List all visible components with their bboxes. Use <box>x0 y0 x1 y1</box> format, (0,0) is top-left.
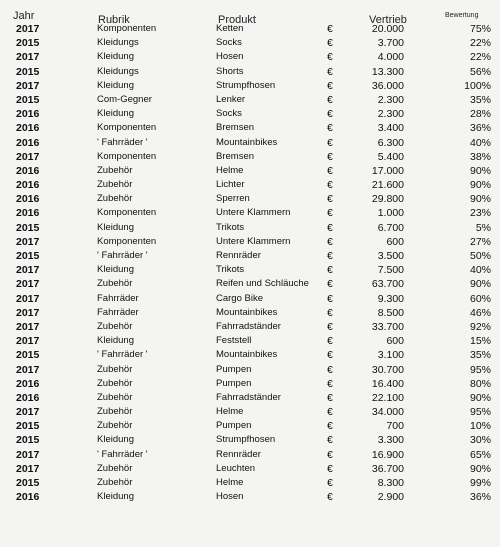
cell-produkt: Untere Klammern <box>216 235 291 247</box>
cell-jahr: 2016 <box>16 491 40 504</box>
cell-currency: € <box>327 93 333 106</box>
table-row <box>0 178 500 192</box>
cell-currency: € <box>327 179 333 192</box>
cell-rubrik: Komponenten <box>97 122 157 134</box>
cell-jahr: 2016 <box>16 108 40 121</box>
cell-produkt: Trikots <box>216 221 245 233</box>
cell-produkt: Socks <box>216 37 242 49</box>
cell-bewertung: 22% <box>469 37 491 50</box>
cell-produkt: Leuchten <box>216 462 256 474</box>
cell-produkt: Pumpen <box>216 420 252 432</box>
cell-currency: € <box>327 264 333 277</box>
table-row <box>0 65 500 79</box>
cell-jahr: 2015 <box>16 93 40 106</box>
cell-currency: € <box>327 448 333 461</box>
cell-currency: € <box>327 164 333 177</box>
cell-bewertung: 90% <box>469 164 491 177</box>
cell-produkt: Socks <box>216 108 242 120</box>
cell-bewertung: 28% <box>469 108 491 121</box>
cell-produkt: Bremsen <box>216 122 255 134</box>
cell-bewertung: 23% <box>469 207 491 220</box>
cell-currency: € <box>327 491 333 504</box>
cell-vertrieb: 13.300 <box>371 65 404 78</box>
table-row <box>0 36 500 50</box>
cell-jahr: 2015 <box>16 221 40 234</box>
cell-produkt: Untere Klammern <box>216 207 291 219</box>
cell-vertrieb: 33.700 <box>371 320 404 333</box>
cell-produkt: Lenker <box>216 93 246 105</box>
table-row <box>0 405 500 419</box>
cell-vertrieb: 6.700 <box>377 221 404 234</box>
cell-produkt: Sperren <box>216 193 250 205</box>
cell-vertrieb: 7.500 <box>377 264 404 277</box>
cell-vertrieb: 22.100 <box>371 391 404 404</box>
cell-currency: € <box>327 391 333 404</box>
cell-jahr: 2017 <box>16 278 40 291</box>
cell-vertrieb: 3.400 <box>377 122 404 135</box>
table-row <box>0 206 500 220</box>
cell-jahr: 2015 <box>16 349 40 362</box>
cell-jahr: 2017 <box>16 406 40 419</box>
cell-rubrik: ' Fahrräder ' <box>97 448 148 460</box>
cell-jahr: 2017 <box>16 51 40 64</box>
cell-vertrieb: 600 <box>386 335 404 348</box>
cell-rubrik: Zubehör <box>97 420 133 432</box>
cell-vertrieb: 2.300 <box>377 93 404 106</box>
cell-produkt: Ketten <box>216 23 244 34</box>
cell-produkt: Hosen <box>216 51 244 63</box>
header-produkt: Produkt <box>218 14 256 26</box>
cell-vertrieb: 3.100 <box>377 349 404 362</box>
table-row <box>0 448 500 462</box>
cell-rubrik: Kleidung <box>97 434 134 446</box>
header-rubrik: Rubrik <box>98 14 130 26</box>
cell-jahr: 2017 <box>16 150 40 163</box>
cell-vertrieb: 17.000 <box>371 164 404 177</box>
table-row <box>0 136 500 150</box>
cell-rubrik: ' Fahrräder ' <box>97 136 148 148</box>
cell-produkt: Fahrradständer <box>216 391 281 403</box>
cell-bewertung: 99% <box>469 477 491 489</box>
cell-jahr: 2016 <box>16 377 40 390</box>
cell-bewertung: 80% <box>469 377 491 390</box>
cell-jahr: 2015 <box>16 37 40 50</box>
cell-currency: € <box>327 349 333 362</box>
table-row <box>0 377 500 391</box>
cell-bewertung: 10% <box>469 420 491 433</box>
header-vertrieb: Vertrieb <box>369 14 407 26</box>
table-row <box>0 419 500 433</box>
cell-produkt: Reifen und Schläuche <box>216 278 309 290</box>
cell-currency: € <box>327 37 333 50</box>
cell-produkt: Pumpen <box>216 363 252 375</box>
cell-produkt: Helme <box>216 477 244 488</box>
table-row <box>0 263 500 277</box>
cell-vertrieb: 8.300 <box>377 477 404 489</box>
cell-bewertung: 27% <box>469 235 491 248</box>
cell-bewertung: 65% <box>469 448 491 461</box>
cell-bewertung: 95% <box>469 363 491 376</box>
table-row <box>0 462 500 476</box>
cell-vertrieb: 29.800 <box>371 193 404 206</box>
table-row <box>0 277 500 291</box>
table-row <box>0 93 500 107</box>
table-row <box>0 79 500 93</box>
cell-jahr: 2015 <box>16 65 40 78</box>
cell-vertrieb: 20.000 <box>371 23 404 35</box>
cell-rubrik: Fahrräder <box>97 292 139 304</box>
cell-currency: € <box>327 136 333 149</box>
cell-rubrik: Zubehör <box>97 179 133 191</box>
cell-produkt: Bremsen <box>216 150 255 162</box>
cell-rubrik: Komponenten <box>97 207 157 219</box>
cell-bewertung: 5% <box>475 221 491 234</box>
cell-rubrik: Komponenten <box>97 150 157 162</box>
cell-produkt: Mountainbikes <box>216 306 278 318</box>
cell-bewertung: 90% <box>469 179 491 192</box>
cell-produkt: Rennräder <box>216 250 261 261</box>
cell-vertrieb: 5.400 <box>377 150 404 163</box>
cell-currency: € <box>327 306 333 319</box>
cell-vertrieb: 700 <box>386 420 404 433</box>
cell-jahr: 2016 <box>16 136 40 149</box>
cell-vertrieb: 6.300 <box>377 136 404 149</box>
cell-rubrik: Zubehör <box>97 320 133 332</box>
cell-currency: € <box>327 477 333 489</box>
cell-rubrik: ' Fahrräder ' <box>97 349 148 361</box>
cell-jahr: 2016 <box>16 193 40 206</box>
cell-currency: € <box>327 23 333 35</box>
cell-rubrik: Zubehör <box>97 164 133 176</box>
cell-jahr: 2016 <box>16 164 40 177</box>
table-row <box>0 476 500 490</box>
cell-bewertung: 90% <box>469 391 491 404</box>
cell-bewertung: 92% <box>469 320 491 333</box>
cell-bewertung: 90% <box>469 193 491 206</box>
cell-rubrik: Komponenten <box>97 235 157 247</box>
cell-rubrik: Zubehör <box>97 278 133 290</box>
cell-produkt: Shorts <box>216 65 244 77</box>
cell-jahr: 2016 <box>16 207 40 220</box>
cell-rubrik: ' Fahrräder ' <box>97 250 148 261</box>
cell-rubrik: Fahrräder <box>97 306 139 318</box>
cell-bewertung: 36% <box>469 491 491 504</box>
cell-bewertung: 35% <box>469 93 491 106</box>
cell-bewertung: 90% <box>469 462 491 475</box>
table-row <box>0 121 500 135</box>
cell-vertrieb: 34.000 <box>371 406 404 419</box>
cell-currency: € <box>327 420 333 433</box>
cell-bewertung: 35% <box>469 349 491 362</box>
cell-vertrieb: 2.300 <box>377 108 404 121</box>
table-row <box>0 107 500 121</box>
table-row <box>0 363 500 377</box>
cell-rubrik: Zubehör <box>97 477 133 488</box>
table-row <box>0 150 500 164</box>
table-row <box>0 192 500 206</box>
table-row <box>0 334 500 348</box>
table-row <box>0 164 500 178</box>
table-row <box>0 22 500 36</box>
cell-bewertung: 30% <box>469 434 491 447</box>
cell-rubrik: Kleidung <box>97 79 134 91</box>
cell-bewertung: 56% <box>469 65 491 78</box>
cell-currency: € <box>327 51 333 64</box>
cell-jahr: 2016 <box>16 391 40 404</box>
table-row <box>0 433 500 447</box>
cell-bewertung: 15% <box>469 335 491 348</box>
table-body <box>0 22 500 504</box>
cell-produkt: Hosen <box>216 491 244 503</box>
cell-rubrik: Kleidung <box>97 108 134 120</box>
cell-currency: € <box>327 320 333 333</box>
cell-bewertung: 90% <box>469 278 491 291</box>
cell-produkt: Trikots <box>216 264 245 276</box>
cell-produkt: Fahrradständer <box>216 320 281 332</box>
cell-rubrik: Com-Gegner <box>97 93 152 105</box>
cell-produkt: Rennräder <box>216 448 261 460</box>
cell-currency: € <box>327 462 333 475</box>
cell-currency: € <box>327 221 333 234</box>
cell-vertrieb: 3.500 <box>377 250 404 262</box>
cell-currency: € <box>327 108 333 121</box>
cell-jahr: 2015 <box>16 250 40 262</box>
cell-rubrik: Zubehör <box>97 462 133 474</box>
cell-bewertung: 75% <box>469 23 491 35</box>
cell-rubrik: Kleidung <box>97 51 134 63</box>
cell-vertrieb: 2.900 <box>377 491 404 504</box>
cell-bewertung: 40% <box>469 264 491 277</box>
cell-bewertung: 36% <box>469 122 491 135</box>
cell-jahr: 2017 <box>16 264 40 277</box>
cell-currency: € <box>327 434 333 447</box>
table-row <box>0 490 500 504</box>
header-bewertung: Bewertung <box>445 12 479 19</box>
cell-currency: € <box>327 122 333 135</box>
cell-rubrik: Zubehör <box>97 363 133 375</box>
cell-vertrieb: 21.600 <box>371 179 404 192</box>
table-row <box>0 221 500 235</box>
cell-vertrieb: 3.300 <box>377 434 404 447</box>
cell-produkt: Cargo Bike <box>216 292 263 304</box>
cell-rubrik: Kleidung <box>97 335 134 347</box>
cell-rubrik: Kleidungs <box>97 65 139 77</box>
cell-currency: € <box>327 377 333 390</box>
cell-bewertung: 50% <box>469 250 491 262</box>
cell-currency: € <box>327 406 333 419</box>
cell-vertrieb: 3.700 <box>377 37 404 50</box>
cell-currency: € <box>327 335 333 348</box>
cell-jahr: 2017 <box>16 320 40 333</box>
cell-currency: € <box>327 193 333 206</box>
cell-rubrik: Zubehör <box>97 406 133 418</box>
cell-produkt: Helme <box>216 406 244 418</box>
cell-bewertung: 100% <box>464 79 491 92</box>
cell-bewertung: 46% <box>469 306 491 319</box>
table-row <box>0 391 500 405</box>
cell-bewertung: 22% <box>469 51 491 64</box>
cell-vertrieb: 1.000 <box>377 207 404 220</box>
cell-rubrik: Kleidungs <box>97 37 139 49</box>
table-row <box>0 320 500 334</box>
cell-rubrik: Kleidung <box>97 221 134 233</box>
cell-jahr: 2017 <box>16 363 40 376</box>
cell-rubrik: Komponenten <box>97 23 157 34</box>
cell-produkt: Strumpfhosen <box>216 434 276 446</box>
cell-produkt: Mountainbikes <box>216 349 278 361</box>
cell-produkt: Lichter <box>216 179 245 191</box>
cell-vertrieb: 36.000 <box>371 79 404 92</box>
cell-jahr: 2015 <box>16 420 40 433</box>
cell-currency: € <box>327 150 333 163</box>
cell-jahr: 2017 <box>16 306 40 319</box>
cell-vertrieb: 63.700 <box>371 278 404 291</box>
cell-jahr: 2017 <box>16 462 40 475</box>
cell-jahr: 2017 <box>16 79 40 92</box>
cell-rubrik: Zubehör <box>97 377 133 389</box>
table-row <box>0 306 500 320</box>
cell-currency: € <box>327 79 333 92</box>
cell-vertrieb: 4.000 <box>377 51 404 64</box>
cell-vertrieb: 600 <box>386 235 404 248</box>
cell-rubrik: Kleidung <box>97 491 134 503</box>
cell-bewertung: 40% <box>469 136 491 149</box>
cell-produkt: Feststell <box>216 335 252 347</box>
header-jahr: Jahr <box>13 10 35 22</box>
table-row <box>0 292 500 306</box>
cell-jahr: 2017 <box>16 448 40 461</box>
cell-jahr: 2017 <box>16 23 40 35</box>
cell-jahr: 2016 <box>16 122 40 135</box>
cell-currency: € <box>327 235 333 248</box>
cell-jahr: 2015 <box>16 434 40 447</box>
cell-currency: € <box>327 292 333 305</box>
cell-rubrik: Kleidung <box>97 264 134 276</box>
table-row <box>0 235 500 249</box>
table-row <box>0 348 500 362</box>
cell-bewertung: 95% <box>469 406 491 419</box>
cell-produkt: Pumpen <box>216 377 252 389</box>
cell-currency: € <box>327 207 333 220</box>
cell-bewertung: 38% <box>469 150 491 163</box>
table-row <box>0 50 500 64</box>
cell-jahr: 2016 <box>16 179 40 192</box>
cell-bewertung: 60% <box>469 292 491 305</box>
cell-rubrik: Zubehör <box>97 391 133 403</box>
cell-vertrieb: 16.400 <box>371 377 404 390</box>
cell-vertrieb: 8.500 <box>377 306 404 319</box>
cell-produkt: Helme <box>216 164 244 176</box>
cell-vertrieb: 16.900 <box>371 448 404 461</box>
cell-currency: € <box>327 250 333 262</box>
cell-jahr: 2017 <box>16 335 40 348</box>
cell-jahr: 2015 <box>16 477 40 489</box>
table-row <box>0 249 500 263</box>
cell-produkt: Mountainbikes <box>216 136 278 148</box>
cell-vertrieb: 36.700 <box>371 462 404 475</box>
cell-rubrik: Zubehör <box>97 193 133 205</box>
cell-currency: € <box>327 278 333 291</box>
cell-currency: € <box>327 363 333 376</box>
cell-vertrieb: 30.700 <box>371 363 404 376</box>
cell-vertrieb: 9.300 <box>377 292 404 305</box>
cell-currency: € <box>327 65 333 78</box>
cell-jahr: 2017 <box>16 235 40 248</box>
cell-produkt: Strumpfhosen <box>216 79 276 91</box>
cell-jahr: 2017 <box>16 292 40 305</box>
